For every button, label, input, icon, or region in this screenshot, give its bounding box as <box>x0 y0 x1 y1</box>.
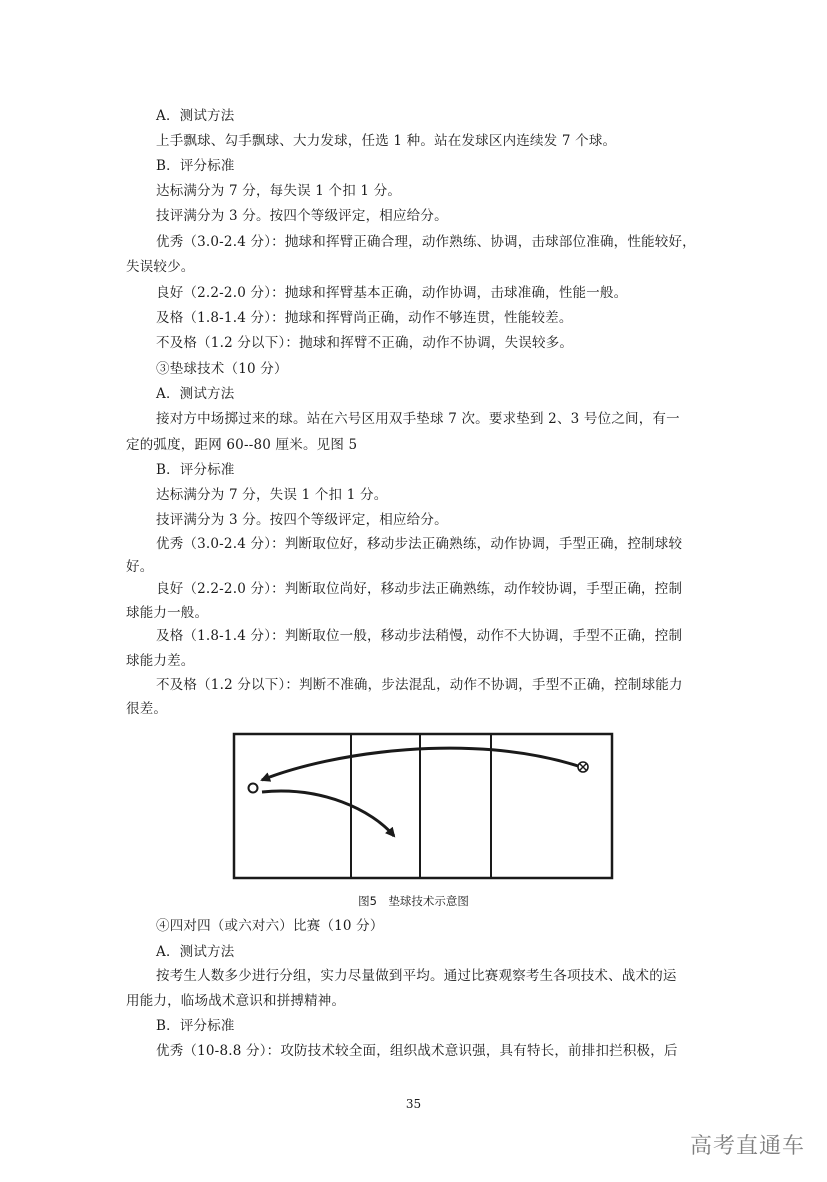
paragraph-line: 球能力一般。 <box>126 605 209 621</box>
heading-scoring-standard: B．评分标准 <box>156 1018 235 1034</box>
paragraph-line: 优秀（3.0-2.4 分）：抛球和挥臂正确合理，动作熟练、协调，击球部位准确，性能较好， <box>156 234 696 250</box>
paragraph-line: 上手飘球、勾手飘球、大力发球，任选 1 种。站在发球区内连续发 7 个球。 <box>156 133 617 149</box>
page-number: 35 <box>405 1097 422 1111</box>
section-heading: ③垫球技术（10 分） <box>156 361 288 377</box>
dig-trajectory <box>262 791 394 836</box>
paragraph-line: 好。 <box>126 559 154 575</box>
paragraph-line: 很差。 <box>126 701 168 717</box>
watermark: 高考直通车 <box>689 1134 805 1159</box>
paragraph-line: 定的弧度，距网 60--80 厘米。见图 5 <box>126 437 358 453</box>
court-outline <box>234 734 612 878</box>
section-heading: ④四对四（或六对六）比赛（10 分） <box>156 918 384 934</box>
paragraph-line: 失误较少。 <box>126 259 195 275</box>
paragraph-line: 接对方中场掷过来的球。站在六号区用双手垫球 7 次。要求垫到 2、3 号位之间，有一 <box>156 411 680 427</box>
paragraph-line: 达标满分为 7 分，每失误 1 个扣 1 分。 <box>156 183 402 199</box>
player-position-marker <box>249 784 258 793</box>
figure-5-diagram <box>232 732 614 880</box>
heading-scoring-standard: B．评分标准 <box>156 462 235 478</box>
paragraph-line: 球能力差。 <box>126 653 195 669</box>
paragraph-line: 不及格（1.2 分以下）：抛球和挥臂不正确，动作不协调，失误较多。 <box>156 335 574 351</box>
paragraph-line: 优秀（10-8.8 分）：攻防技术较全面，组织战术意识强，具有特长，前排扣拦积极，后 <box>156 1043 678 1059</box>
heading-test-method: A．测试方法 <box>156 108 235 124</box>
paragraph-line: 及格（1.8-1.4 分）：判断取位一般，移动步法稍慢，动作不大协调，手型不正确，控制 <box>156 628 683 644</box>
paragraph-line: 优秀（3.0-2.4 分）：判断取位好，移动步法正确熟练，动作协调，手型正确，控制球较 <box>156 536 683 552</box>
paragraph-line: 按考生人数多少进行分组，实力尽量做到平均。通过比赛观察考生各项技术、战术的运 <box>156 968 677 984</box>
paragraph-line: 良好（2.2-2.0 分）：抛球和挥臂基本正确，动作协调，击球准确，性能一般。 <box>156 285 628 301</box>
heading-scoring-standard: B．评分标准 <box>156 158 235 174</box>
paragraph-line: 用能力，临场战术意识和拼搏精神。 <box>126 993 346 1009</box>
paragraph-line: 及格（1.8-1.4 分）：抛球和挥臂尚正确，动作不够连贯，性能较差。 <box>156 310 573 326</box>
paragraph-line: 不及格（1.2 分以下）：判断不准确，步法混乱，动作不协调，手型不正确，控制球能力 <box>156 677 683 693</box>
heading-test-method: A．测试方法 <box>156 944 235 960</box>
figure-caption: 图5 垫球技术示意图 <box>358 894 469 908</box>
paragraph-line: 技评满分为 3 分。按四个等级评定，相应给分。 <box>156 208 448 224</box>
paragraph-line: 技评满分为 3 分。按四个等级评定，相应给分。 <box>156 512 448 528</box>
paragraph-line: 达标满分为 7 分，失误 1 个扣 1 分。 <box>156 487 388 503</box>
heading-test-method: A．测试方法 <box>156 386 235 402</box>
paragraph-line: 良好（2.2-2.0 分）：判断取位尚好，移动步法正确熟练，动作较协调，手型正确，控制 <box>156 581 683 597</box>
